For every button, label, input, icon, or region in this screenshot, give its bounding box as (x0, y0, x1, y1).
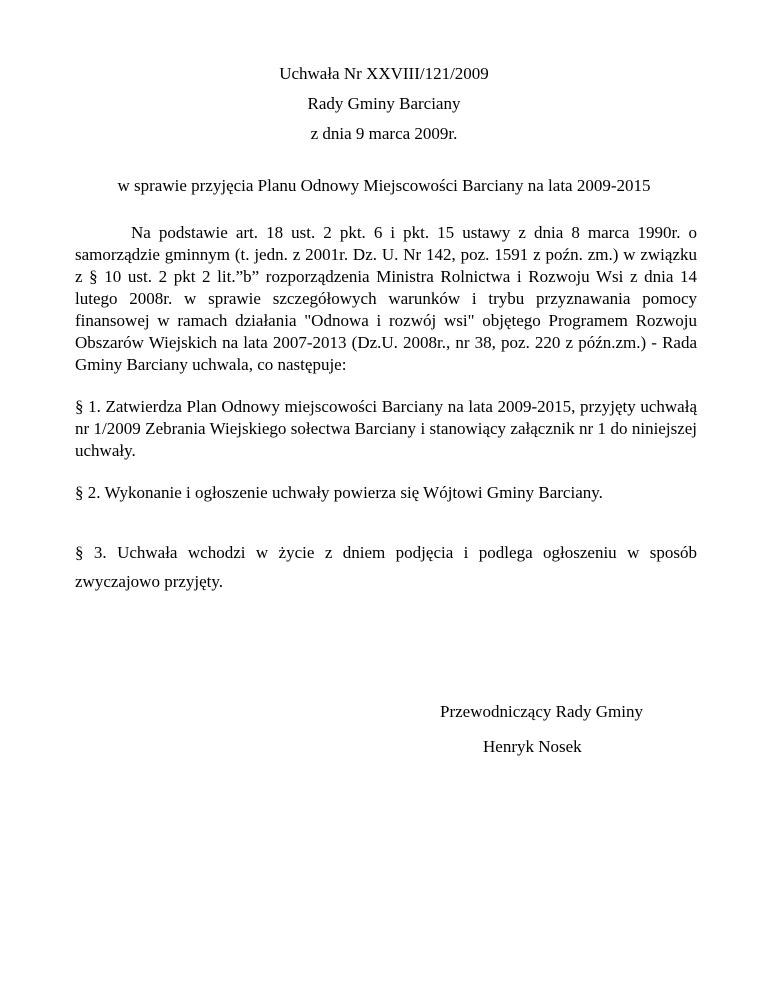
preamble-paragraph: Na podstawie art. 18 ust. 2 pkt. 6 i pkt. 15 ustawy z dnia 8 marca 1990r. o samorządzie gminnym (t. jedn. z 2001r. Dz. U. Nr 142, poz. 1591 z poźn. zm.) w związku z § 10 ust. 2 pkt 2 lit.”b” rozporządzenia Ministra Rolnictwa i Rozwoju Wsi z dnia 14 lutego 2008r. w sprawie szczegółowych warunków i trybu przyznawania pomocy finansowej w ramach działania "Odnowa i rozwój wsi" objętego Programem Rozwoju Obszarów Wiejskich na lata 2007-2013 (Dz.U. 2008r., nr 38, poz. 220 z późn.zm.) - Rada Gminy Barciany uchwala, co następuje: (75, 223, 697, 374)
signature-title: Przewodniczący Rady Gminy (440, 702, 643, 721)
resolution-date: z dnia 9 marca 2009r. (310, 124, 458, 143)
council-name: Rady Gminy Barciany (307, 94, 461, 113)
paragraph-2: § 2. Wykonanie i ogłoszenie uchwały powierza się Wójtowi Gminy Barciany. (75, 483, 603, 502)
resolution-number: Uchwała Nr XXVIII/121/2009 (279, 64, 489, 83)
paragraph-1: § 1. Zatwierdza Plan Odnowy miejscowości Barciany na lata 2009-2015, przyjęty uchwałą nr 1/2009 Zebrania Wiejskiego sołectwa Barciany i stanowiący załącznik nr 1 do niniejszej uchwały. (75, 397, 697, 460)
signature-name: Henryk Nosek (483, 737, 582, 756)
paragraph-3: § 3. Uchwała wchodzi w życie z dniem podjęcia i podlega ogłoszeniu w sposób zwyczajowo przyjęty. (75, 543, 697, 591)
resolution-subject: w sprawie przyjęcia Planu Odnowy Miejscowości Barciany na lata 2009-2015 (117, 176, 651, 195)
